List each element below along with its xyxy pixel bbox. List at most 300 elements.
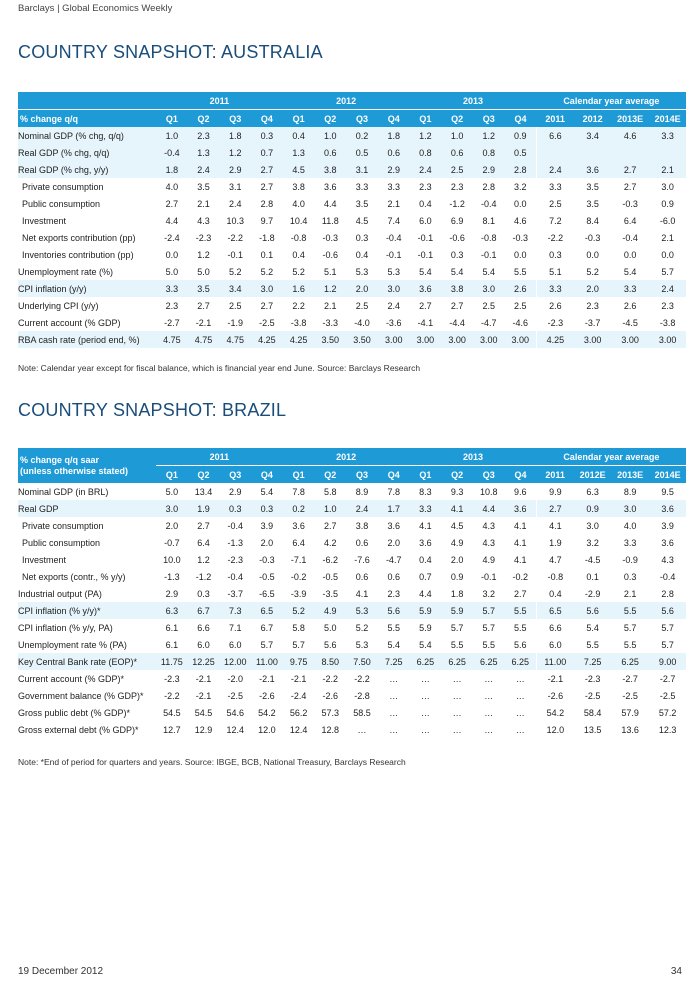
row-label: Real GDP (% chg, q/q) [18,144,156,161]
table-cell: -2.5 [659,690,676,701]
table-cell: -7.6 [354,554,370,565]
column-header: Q1 [283,466,315,484]
table-cell: 1.9 [536,534,574,551]
table-cell: -2.6 [322,690,339,701]
table-cell: 0.7 [419,571,432,582]
table-cell: 2.8 [505,161,537,178]
table-cell: -4.7 [481,317,497,328]
table-cell: 12.0 [258,724,276,735]
table-cell: 5.3 [355,266,369,277]
table-cell: 3.4 [219,280,251,297]
table-cell: 5.6 [378,602,410,619]
table-cell: 8.50 [314,653,346,670]
table-cell: 2.0 [165,520,179,531]
table-cell: 2.1 [197,198,210,209]
table-cell: 0.4 [292,249,305,260]
table-cell: 3.6 [387,520,400,531]
table-cell: 7.1 [228,622,242,633]
table-cell: 11.00 [536,653,574,670]
table-cell: 57.3 [321,707,340,718]
table-cell: 5.1 [536,263,574,280]
year-2012: 2012 [283,92,410,110]
table-cell: 4.25 [283,331,315,348]
table-cell: -2.0 [227,673,243,684]
column-header: Q3 [219,466,251,484]
table-cell: 6.1 [165,639,179,650]
table-cell: -3.8 [659,317,676,328]
table-cell: -2.1 [195,673,212,684]
table-cell: 4.3 [482,537,496,548]
table-cell: … [515,673,525,684]
table-cell: 5.5 [623,639,637,650]
table-cell: 8.1 [482,215,496,226]
table-cell: -0.4 [227,571,243,582]
table-cell: 6.7 [188,602,220,619]
table-cell: -0.4 [659,571,676,582]
australia-section-title: COUNTRY SNAPSHOT: AUSTRALIA [18,42,323,62]
table-cell: 12.3 [658,724,677,735]
table-cell: 5.2 [292,266,305,277]
table-cell: 3.3 [387,181,400,192]
table-cell: 3.3 [410,500,442,517]
table-row [18,297,686,314]
calendar-year-average: Calendar year average [536,92,686,110]
table-row [18,212,686,229]
table-cell: … [357,724,367,735]
table-row [18,721,686,738]
table-cell: 1.0 [441,127,473,144]
row-label: Public consumption [22,537,101,548]
table-cell: 0.4 [283,127,315,144]
table-cell: -0.1 [417,249,434,260]
table-cell: 2.6 [623,300,637,311]
table-row [18,704,686,721]
table-cell: 4.1 [513,554,527,565]
table-cell: 0.3 [536,246,574,263]
table-cell: 3.00 [574,331,612,348]
table-cell: -2.2 [227,232,243,243]
table-cell: 12.4 [226,724,244,735]
table-cell: 0.6 [387,571,400,582]
row-label: CPI inflation (y/y) [18,280,156,297]
table-cell: 1.8 [378,127,410,144]
table-cell: -6.0 [659,215,676,226]
table-cell: 7.25 [574,653,612,670]
table-cell: 4.3 [482,520,496,531]
table-cell: 3.00 [649,331,687,348]
table-cell: 2.3 [586,300,599,311]
table-cell: 5.7 [661,639,674,650]
table-cell: 9.6 [513,486,527,497]
table-cell: 6.9 [450,215,464,226]
column-header: 2014E [649,466,687,484]
row-label: Underlying CPI (y/y) [18,300,99,311]
table-cell: 5.4 [482,266,496,277]
table-cell: 7.8 [292,486,305,497]
table-cell: 2.6 [536,297,574,314]
table-cell: 3.3 [649,127,687,144]
table-cell: 5.6 [649,602,687,619]
table-cell: 13.6 [621,724,639,735]
table-cell: -1.2 [449,198,465,209]
table-cell: 3.4 [574,127,612,144]
row-label: RBA cash rate (period end, %) [18,331,156,348]
table-cell: -2.1 [290,673,307,684]
row-label: Net exports contribution (pp) [22,232,136,243]
table-cell: 5.2 [355,622,369,633]
table-cell: 6.6 [536,619,574,636]
table-cell: … [389,673,399,684]
table-cell: 4.5 [355,215,369,226]
table-cell: 5.4 [419,639,432,650]
table-cell: 5.6 [324,639,337,650]
table-cell: -4.0 [354,317,370,328]
table-cell: … [420,724,430,735]
table-cell: 6.3 [586,486,599,497]
table-cell: 4.25 [251,331,283,348]
table-cell: -0.3 [512,232,528,243]
table-cell: 3.5 [188,280,220,297]
table-cell: 2.4 [410,161,442,178]
table-cell: 6.6 [536,127,574,144]
table-cell: 9.7 [260,215,274,226]
table-cell: 3.0 [156,500,188,517]
row-label: Key Central Bank rate (EOP)* [18,653,156,670]
table-cell [574,144,612,161]
table-cell: 2.3 [419,181,432,192]
row-label: Net exports (contr., % y/y) [22,571,126,582]
table-cell: -2.3 [164,673,180,684]
page-number: 34 [670,966,682,977]
table-cell: 4.6 [611,127,649,144]
table-cell: 7.2 [536,212,574,229]
table-cell: 5.7 [473,602,505,619]
table-cell: 4.1 [441,500,473,517]
table-cell: 6.25 [505,653,537,670]
table-cell: 5.2 [260,266,274,277]
table-cell: 3.5 [586,181,599,192]
table-row [18,127,686,144]
table-cell: 2.5 [482,300,496,311]
table-row [18,619,686,636]
table-cell: 3.50 [314,331,346,348]
table-cell: 3.0 [611,500,649,517]
table-cell: … [420,707,430,718]
table-row [18,229,686,246]
table-cell: 2.0 [346,280,378,297]
table-cell: 2.4 [188,161,220,178]
table-cell: -0.3 [622,198,638,209]
table-cell: 2.0 [574,280,612,297]
table-cell: 2.1 [324,300,337,311]
column-header: Q3 [473,110,505,128]
table-row [18,314,686,331]
table-row [18,687,686,704]
table-cell: 5.3 [355,639,369,650]
table-cell: 2.7 [260,300,274,311]
table-row [18,585,686,602]
row-label: CPI inflation (% y/y)* [18,602,156,619]
table-row [18,534,686,551]
table-cell: 3.6 [574,161,612,178]
table-cell: 54.5 [163,707,181,718]
table-cell: -0.1 [227,249,243,260]
table-cell: 5.7 [623,622,637,633]
table-cell: 3.00 [410,331,442,348]
table-cell: 2.1 [661,232,674,243]
table-cell: 13.5 [583,724,602,735]
table-cell: 2.7 [165,198,179,209]
table-cell: -4.5 [622,317,638,328]
table-cell: 7.50 [346,653,378,670]
column-header: Q2 [441,466,473,484]
table-cell: -0.6 [449,232,465,243]
table-cell: 0.1 [586,571,599,582]
table-cell: 4.25 [536,331,574,348]
table-cell: -2.9 [584,588,601,599]
table-cell: 10.4 [289,215,308,226]
table-cell: 6.4 [197,537,210,548]
row-label: Inventories contribution (pp) [22,249,134,260]
table-cell: 2.8 [260,198,274,209]
table-cell: 5.9 [419,622,432,633]
brazil-section-title: COUNTRY SNAPSHOT: BRAZIL [18,400,287,420]
table-cell: 0.0 [513,198,527,209]
row-label: Investment [22,215,67,226]
table-cell: 2.6 [505,280,537,297]
row-label: Gross public debt (% GDP)* [18,707,131,718]
table-cell: … [452,707,462,718]
table-cell: 2.5 [355,300,369,311]
table-cell: … [515,707,525,718]
table-cell: … [515,690,525,701]
row-label: Nominal GDP (% chg, q/q) [18,127,156,144]
table-cell: 3.0 [661,181,674,192]
table-cell: 5.4 [387,639,400,650]
table-row [18,144,686,161]
table-cell: -0.8 [481,232,497,243]
table-cell: -2.2 [322,673,339,684]
table-cell: … [389,724,399,735]
row-label-header-line1: % change q/q saar [20,454,100,465]
table-cell: 4.4 [165,215,179,226]
table-cell: 5.4 [450,266,464,277]
table-cell: 0.7 [251,144,283,161]
column-header: Q4 [505,466,537,484]
table-cell: 5.0 [324,622,337,633]
table-cell: 58.5 [353,707,371,718]
table-cell: 0.3 [251,127,283,144]
table-cell: 5.0 [197,266,210,277]
table-cell: -2.5 [259,317,275,328]
table-cell: 0.4 [355,249,369,260]
table-cell: -0.6 [322,249,339,260]
table-cell: 12.25 [188,653,220,670]
table-cell: … [452,724,462,735]
table-cell: 2.9 [228,486,242,497]
column-header: Q4 [251,466,283,484]
table-cell: 6.5 [536,602,574,619]
table-cell: -2.1 [536,670,574,687]
table-cell: -2.1 [259,673,275,684]
table-cell: 2.7 [260,181,274,192]
table-cell: 5.1 [324,266,337,277]
table-cell: 0.5 [505,144,537,161]
table-cell: 4.5 [283,161,315,178]
table-cell: 5.0 [165,266,179,277]
table-cell: 2.5 [536,195,574,212]
table-cell: 3.6 [661,537,674,548]
table-cell: 4.1 [536,517,574,534]
table-cell: 0.2 [346,127,378,144]
table-cell: -0.1 [385,249,402,260]
table-cell: 2.5 [513,300,527,311]
table-cell: 0.3 [623,571,637,582]
table-cell: 2.5 [228,300,242,311]
row-label: Industrial output (PA) [18,588,102,599]
table-cell: -2.7 [659,673,676,684]
table-cell: -1.8 [259,232,275,243]
table-cell: 54.5 [194,707,213,718]
table-row [18,670,686,687]
table-cell [649,144,687,161]
table-cell: -6.2 [322,554,339,565]
table-cell: 0.4 [419,554,432,565]
table-cell: 0.0 [586,249,599,260]
table-row [18,178,686,195]
column-header: Q3 [346,466,378,484]
table-cell: 5.5 [513,266,527,277]
table-cell: 4.9 [314,602,346,619]
table-cell: 8.3 [419,486,432,497]
table-row [18,483,686,500]
table-cell: 7.3 [219,602,251,619]
table-cell: 2.8 [661,588,674,599]
table-row [18,280,686,297]
table-cell: 2.8 [482,181,496,192]
table-cell: 2.1 [387,198,400,209]
table-cell: -3.7 [584,317,601,328]
brazil-note: Note: *End of period for quarters and years. Source: IBGE, BCB, National Treasury, Barclays Research [18,757,406,767]
table-cell: 0.0 [165,249,179,260]
table-cell: 1.9 [188,500,220,517]
table-cell: 2.7 [419,300,432,311]
table-cell: 57.9 [621,707,639,718]
year-header-row [18,448,686,466]
table-cell: 4.5 [450,520,464,531]
table-cell: 4.1 [355,588,369,599]
table-cell: … [452,690,462,701]
table-cell: 3.5 [586,198,599,209]
table-cell: -3.3 [322,317,339,328]
column-header: Q2 [441,110,473,128]
table-cell: 2.1 [649,161,687,178]
table-cell: 5.5 [611,602,649,619]
table-cell: 1.0 [314,127,346,144]
table-cell: 1.2 [197,554,210,565]
table-cell: 0.6 [355,537,369,548]
table-cell: … [484,673,494,684]
table-cell: 4.0 [165,181,179,192]
table-cell: 9.75 [283,653,315,670]
table-cell: 2.7 [450,300,464,311]
table-cell: 1.8 [156,161,188,178]
table-cell: 3.3 [536,280,574,297]
table-cell: 11.8 [321,215,339,226]
table-cell: 3.0 [378,280,410,297]
table-cell: 9.3 [450,486,464,497]
column-header: Q2 [188,466,220,484]
table-cell: 10.8 [480,486,498,497]
table-cell: 6.25 [410,653,442,670]
column-header: Q1 [410,110,442,128]
table-cell: 8.9 [355,486,369,497]
table-cell: 0.0 [623,249,637,260]
table-cell: 3.6 [505,500,537,517]
table-cell: -3.7 [227,588,243,599]
table-row [18,636,686,653]
table-cell: 6.0 [228,639,242,650]
column-header: Q3 [219,110,251,128]
table-cell: 3.9 [260,520,274,531]
table-cell: -2.5 [622,690,638,701]
table-row [18,500,686,517]
table-cell: 6.0 [536,636,574,653]
column-header: Q1 [156,466,188,484]
row-label-header-line2: (unless otherwise stated) [20,465,129,476]
table-cell: 5.9 [441,602,473,619]
table-cell: 0.3 [355,232,369,243]
table-cell: 4.4 [419,588,432,599]
table-cell: 3.1 [346,161,378,178]
table-cell: 4.6 [513,215,527,226]
table-cell: 6.0 [419,215,432,226]
table-cell: 8.9 [623,486,637,497]
table-cell: 3.8 [441,280,473,297]
table-cell: 5.4 [623,266,637,277]
table-cell: 4.9 [482,554,496,565]
column-header: Q1 [283,110,315,128]
table-cell: 1.7 [378,500,410,517]
table-row [18,551,686,568]
table-cell: 6.25 [611,653,649,670]
table-cell: 5.7 [450,622,464,633]
column-header: Q4 [378,110,410,128]
document-header: Barclays | Global Economics Weekly [18,3,173,14]
year-2013: 2013 [410,448,537,466]
table-cell: 0.5 [346,144,378,161]
table-cell: 5.5 [387,622,400,633]
table-cell: 2.0 [387,537,400,548]
table-cell: … [420,673,430,684]
table-cell: 5.4 [260,486,274,497]
table-cell: 0.4 [419,198,432,209]
table-cell: 1.2 [410,127,442,144]
table-cell: 3.3 [355,181,369,192]
row-label: Unemployment rate % (PA) [18,639,127,650]
table-row [18,517,686,534]
table-cell: 1.2 [314,280,346,297]
table-cell: 7.4 [387,215,400,226]
table-cell: 2.7 [513,588,527,599]
table-cell: 8.4 [586,215,599,226]
table-cell: 3.00 [441,331,473,348]
table-cell: 4.4 [324,198,337,209]
table-cell: -2.2 [354,673,370,684]
table-cell: -4.7 [385,554,402,565]
table-cell: -0.4 [156,144,188,161]
table-cell [536,144,574,161]
